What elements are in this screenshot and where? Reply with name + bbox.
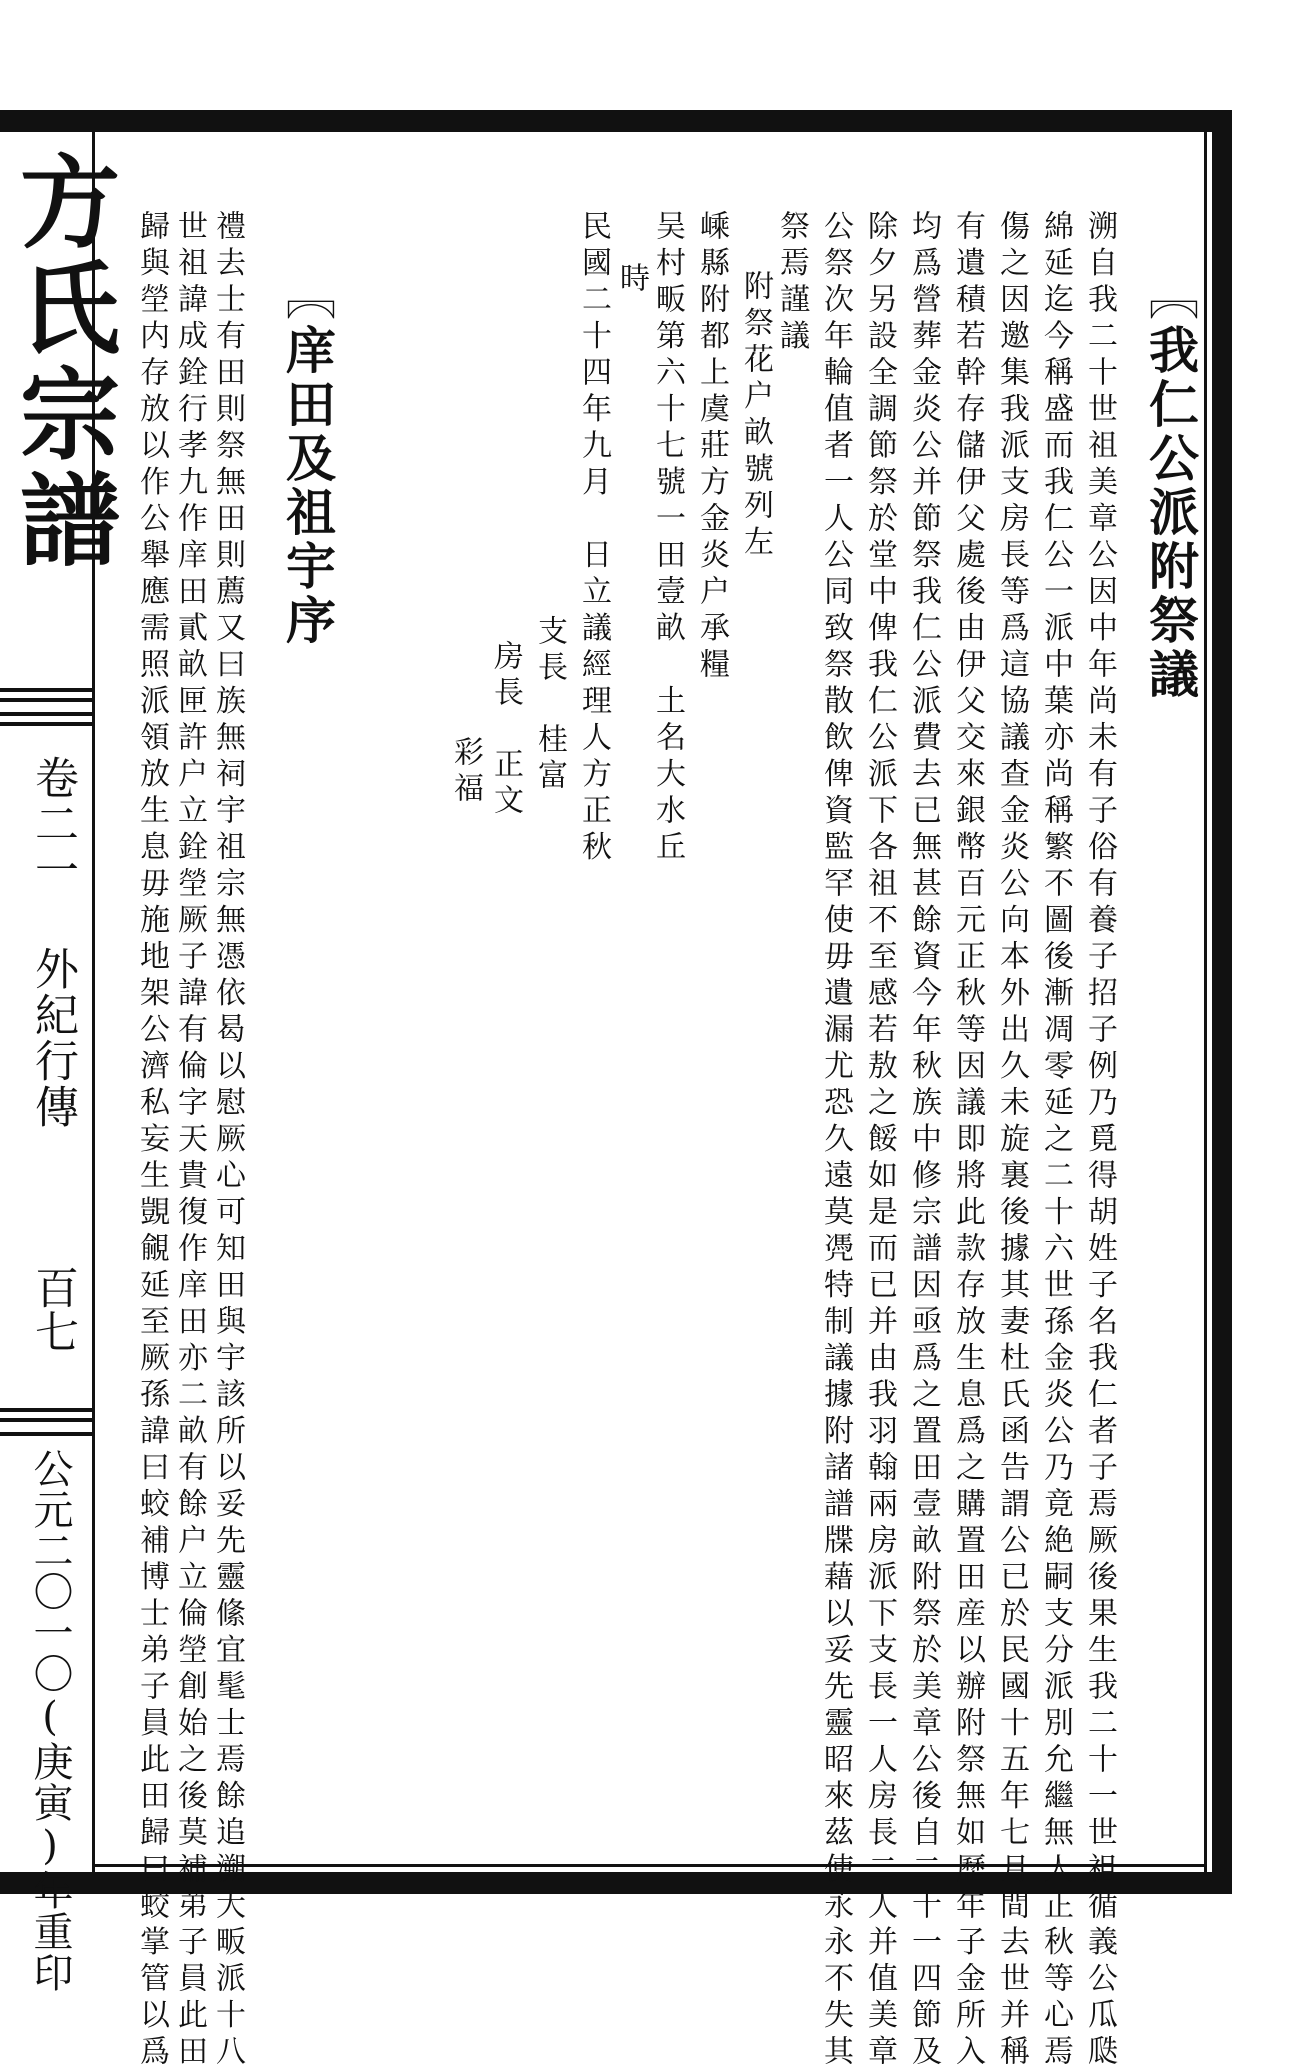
page-frame-right-inner-rule [1204,132,1207,1872]
margin-rule [0,1408,94,1412]
appendix-time-label: 時 [614,262,649,299]
margin-rule [0,712,94,716]
section2-heading-text: 庠田及祖宇序 [278,324,337,648]
page-number: 百七 [27,1265,78,1353]
section2-body-column: 禮去士有田則祭無田則薦又曰族無祠宇祖宗無憑依曷以慰厥心可知田與宇該所以妥先靈絛宜髦士焉餘追溯大畈派十八 [210,210,245,2072]
section1-body-column: 有遺積若幹存儲伊父處後由伊父交來銀幣百元正秋等因議即將此款存放生息爲之購置田産以辦附祭無如歷年子金所入 [950,210,985,2072]
section1-heading [1141,270,1200,702]
margin-rule [0,1432,94,1436]
heading-bracket-mark: 〖 [1141,270,1199,324]
section1-body-column: 祭焉謹議 [774,210,809,356]
section1-body-column: 除夕另設全調節祭於堂中俾我仁公派下各祖不至感若敖之餒如是而已并由我羽翰兩房派下支長一人房長二人并值美章 [862,210,897,2072]
signatory-name: 彩福 [448,736,483,808]
signatory-house-head: 房長 正文 [488,640,523,820]
section2-heading [278,270,337,648]
appendix-line: 嵊縣附都上虞莊方金炎户承糧 [694,210,729,685]
signatory-branch-head: 支長 桂富 [532,615,567,795]
volume-section-label: 卷二一 外紀行傳 [27,755,78,1130]
reprint-note: 公元二〇一〇(庚寅)年重印 [27,1448,73,1993]
heading-bracket-mark: 〖 [278,270,336,324]
section1-body-column: 溯自我二十世祖美章公因中年尚未有子俗有養子招子例乃覓得胡姓子名我仁者子焉厥後果生我二十一世祖循義公瓜瓞 [1082,210,1117,2072]
section2-body-column: 世祖諱成銓行孝九作庠田貳畝匣許户立銓塋厥子諱有倫字天貴復作庠田亦二畝有餘户立倫塋創始之後莫補弟子員此田 [172,210,207,2072]
margin-rule [0,698,94,702]
section1-body-column: 綿延迄今稱盛而我仁公一派中葉亦尚稱繁不圖後漸凋零延之二十六世孫金炎公乃竟絶嗣支分派別允繼無人正秋等心焉 [1038,210,1073,2072]
section2-body-column: 歸與塋内存放以作公舉應需照派領放生息毋施地架公濟私妄生覬覦延至厥孫諱曰蛟補博士弟子員此田歸曰蛟掌管以爲 [134,210,169,2072]
section1-body-column: 公祭次年輪值者一人公同致祭散飲俾資監罕使毋遺漏尤恐久遠莫凴特制議據附諸譜牒藉以妥先靈昭來茲使永永不失其 [818,210,853,2072]
appendix-line: 吴村畈第六十七號一田壹畝 土名大水丘 [650,210,685,867]
margin-rule [0,1418,94,1422]
appendix-title: 附祭花户畝號列左 [738,270,773,562]
book-title: 方氏宗譜 [3,150,121,574]
page-frame-right-border [1212,110,1232,1894]
section1-heading-text: 我仁公派附祭議 [1141,324,1200,702]
section1-body-column: 傷之因邀集我派支房長等爲這協議查金炎公向本外出久未旋裏後據其妻杜氏函告謂公已於民國十五年七月間去世并稱 [994,210,1029,2072]
margin-rule [0,688,94,692]
agreement-date-line: 民國二十四年九月 日立議經理人方正秋 [576,210,611,867]
page-frame-top-border [0,110,1230,132]
section1-body-column: 均爲營葬金炎公并節祭我仁公派費去已無甚餘資今年秋族中修宗譜因亟爲之置田壹畝附祭於美章公後自二十一四節及 [906,210,941,2072]
margin-rule [0,722,94,726]
